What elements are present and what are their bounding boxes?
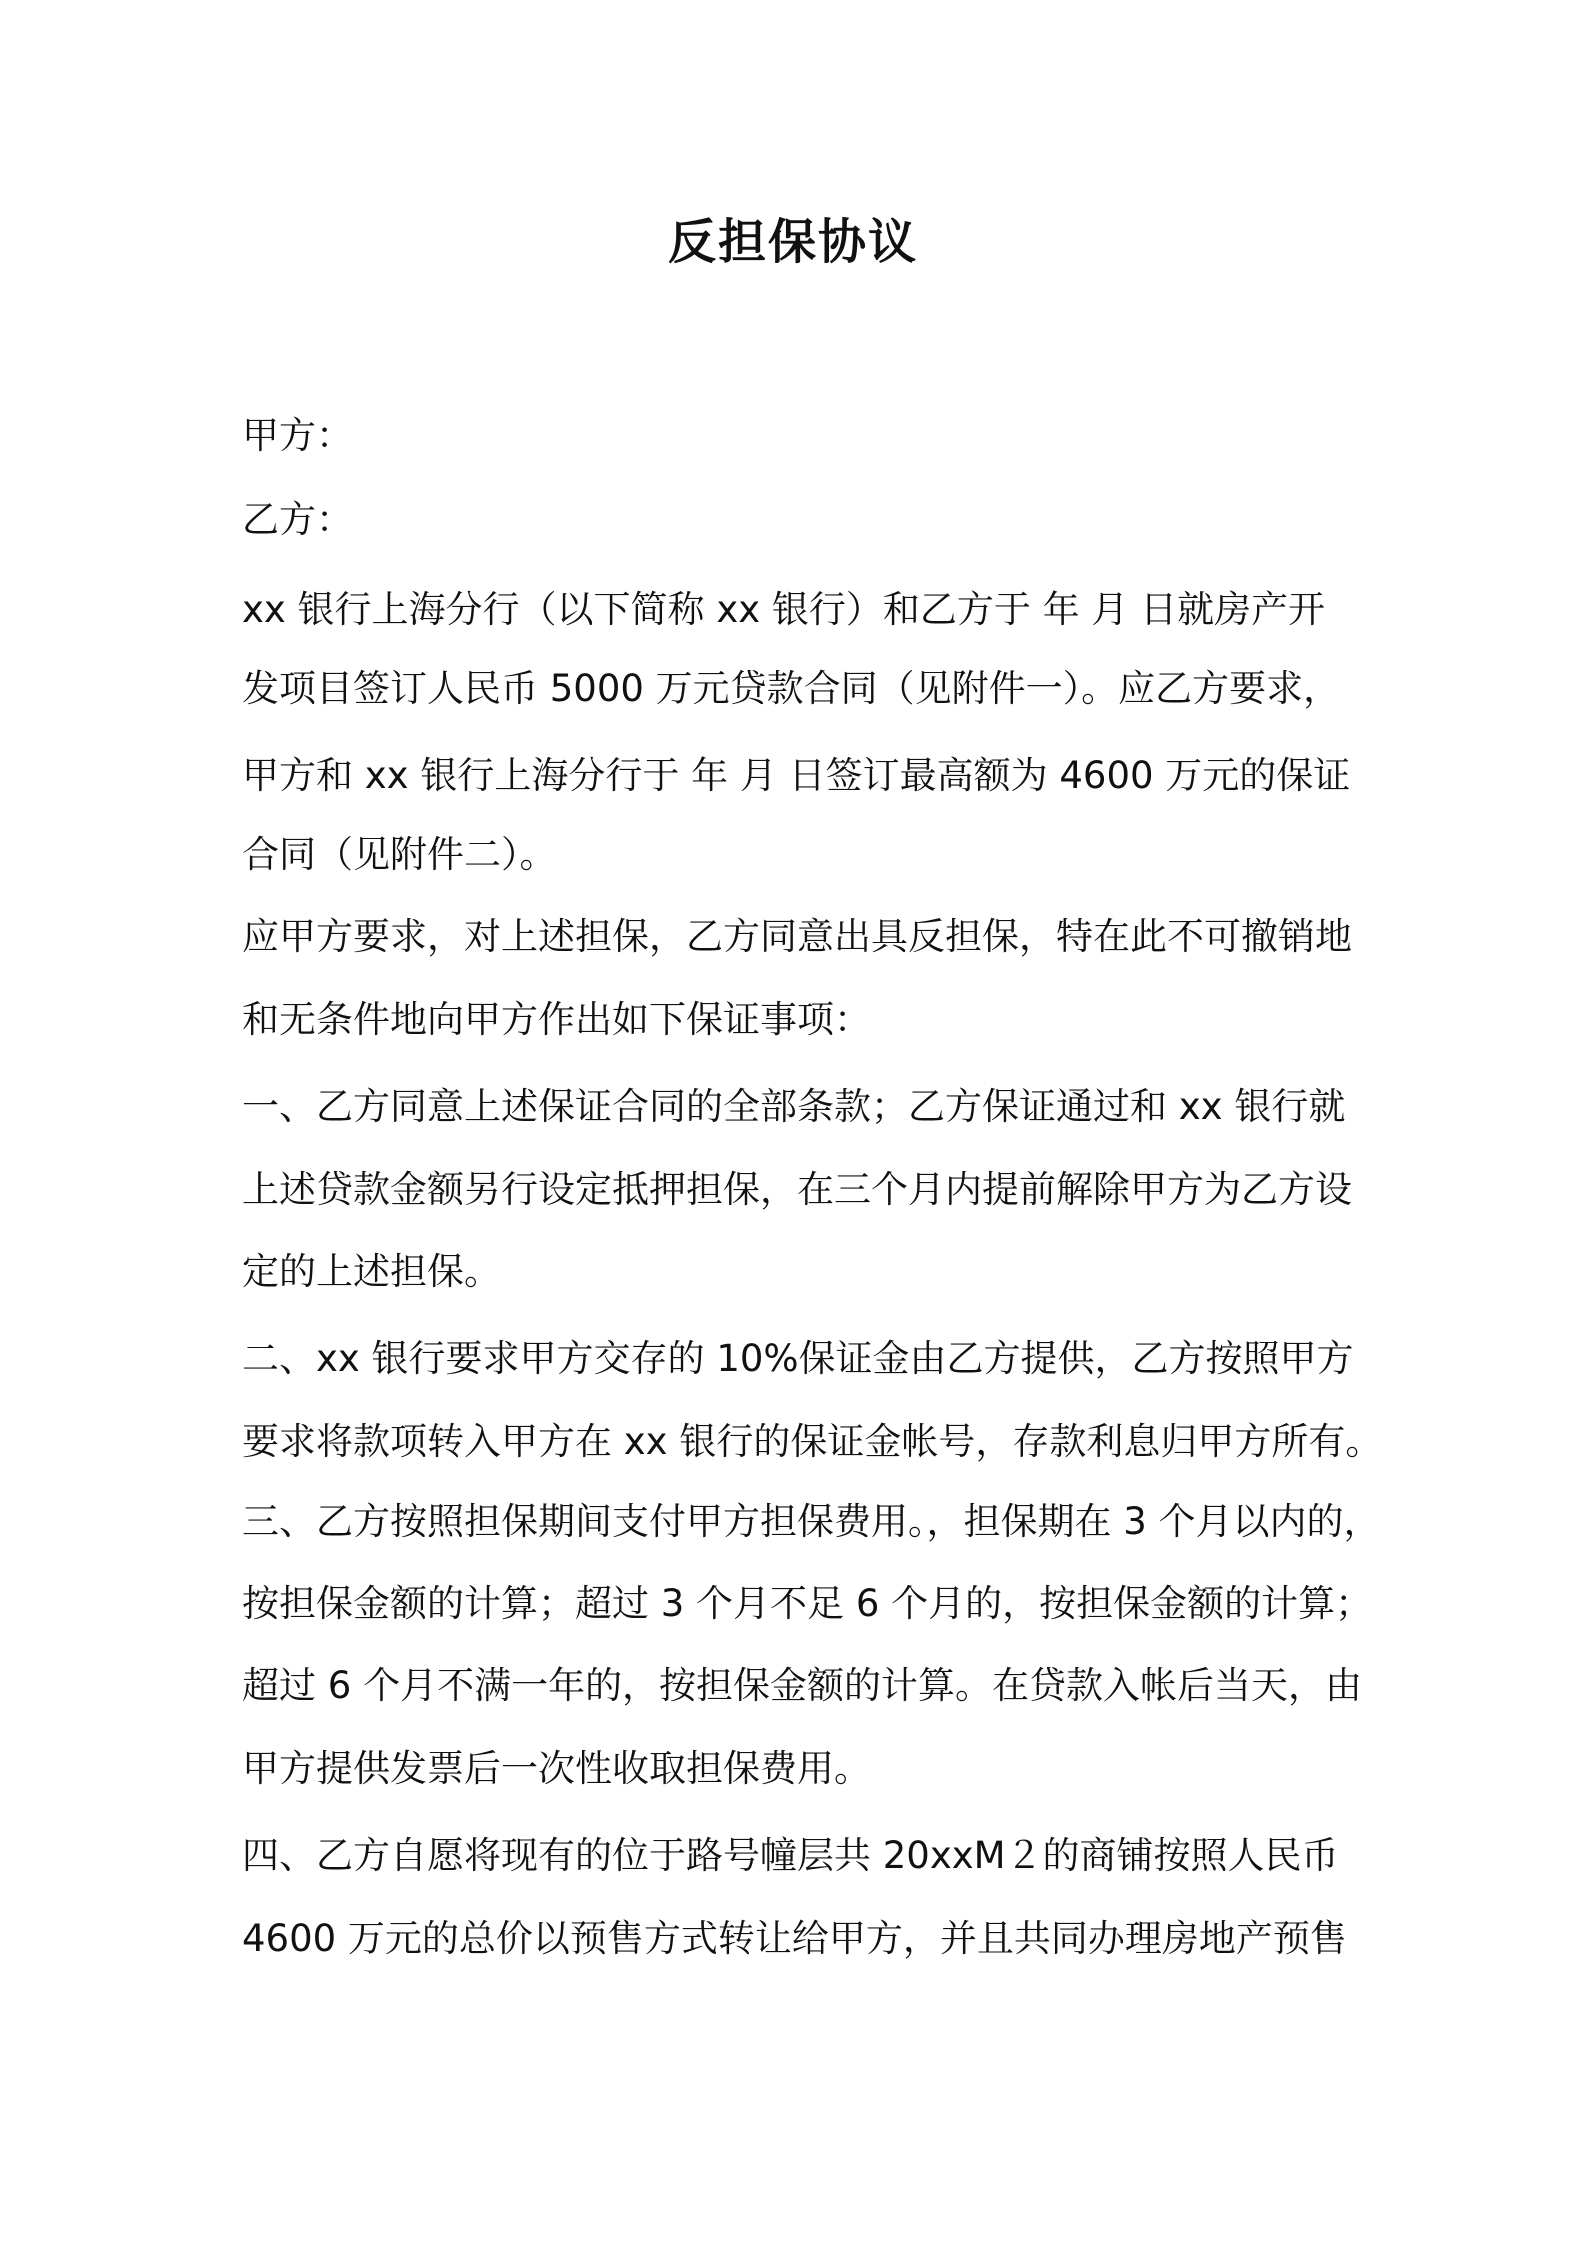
paragraph-line: 和无条件地向甲方作出如下保证事项： — [242, 998, 871, 1041]
clause-2-line: 二、xx 银行要求甲方交存的 10%保证金由乙方提供，乙方按照甲方 — [242, 1337, 1354, 1380]
clause-3-line: 超过 6 个月不满一年的，按担保金额的计算。在贷款入帐后当天，由 — [242, 1664, 1363, 1707]
document-title: 反担保协议 — [667, 214, 918, 270]
paragraph-line: 应甲方要求，对上述担保，乙方同意出具反担保，特在此不可撤销地 — [242, 915, 1352, 958]
clause-1-line: 上述贷款金额另行设定抵押担保，在三个月内提前解除甲方为乙方设 — [242, 1168, 1352, 1211]
clause-1-line: 一、乙方同意上述保证合同的全部条款；乙方保证通过和 xx 银行就 — [242, 1085, 1346, 1128]
paragraph-line: xx 银行上海分行（以下简称 xx 银行）和乙方于 年 月 日就房产开 — [242, 588, 1326, 631]
clause-3-line: 甲方提供发票后一次性收取担保费用。 — [242, 1747, 871, 1790]
clause-3-line: 三、乙方按照担保期间支付甲方担保费用。，担保期在 3 个月以内的， — [242, 1500, 1381, 1543]
clause-1-line: 定的上述担保。 — [242, 1250, 501, 1293]
clause-4-line: 4600 万元的总价以预售方式转让给甲方，并且共同办理房地产预售 — [242, 1917, 1347, 1960]
clause-3-line: 按担保金额的计算；超过 3 个月不足 6 个月的，按担保金额的计算； — [242, 1582, 1373, 1625]
clause-4-line: 四、乙方自愿将现有的位于路号幢层共 20xxM２的商铺按照人民币 — [242, 1834, 1339, 1877]
clause-2-line: 要求将款项转入甲方在 xx 银行的保证金帐号，存款利息归甲方所有。 — [242, 1420, 1383, 1463]
party-b-line: 乙方： — [242, 498, 353, 541]
paragraph-line: 发项目签订人民币 5000 万元贷款合同（见附件一）。应乙方要求， — [242, 667, 1341, 710]
paragraph-line: 甲方和 xx 银行上海分行于 年 月 日签订最高额为 4600 万元的保证 — [242, 754, 1351, 797]
paragraph-line: 合同（见附件二）。 — [242, 833, 557, 876]
party-a-line: 甲方： — [242, 414, 353, 457]
